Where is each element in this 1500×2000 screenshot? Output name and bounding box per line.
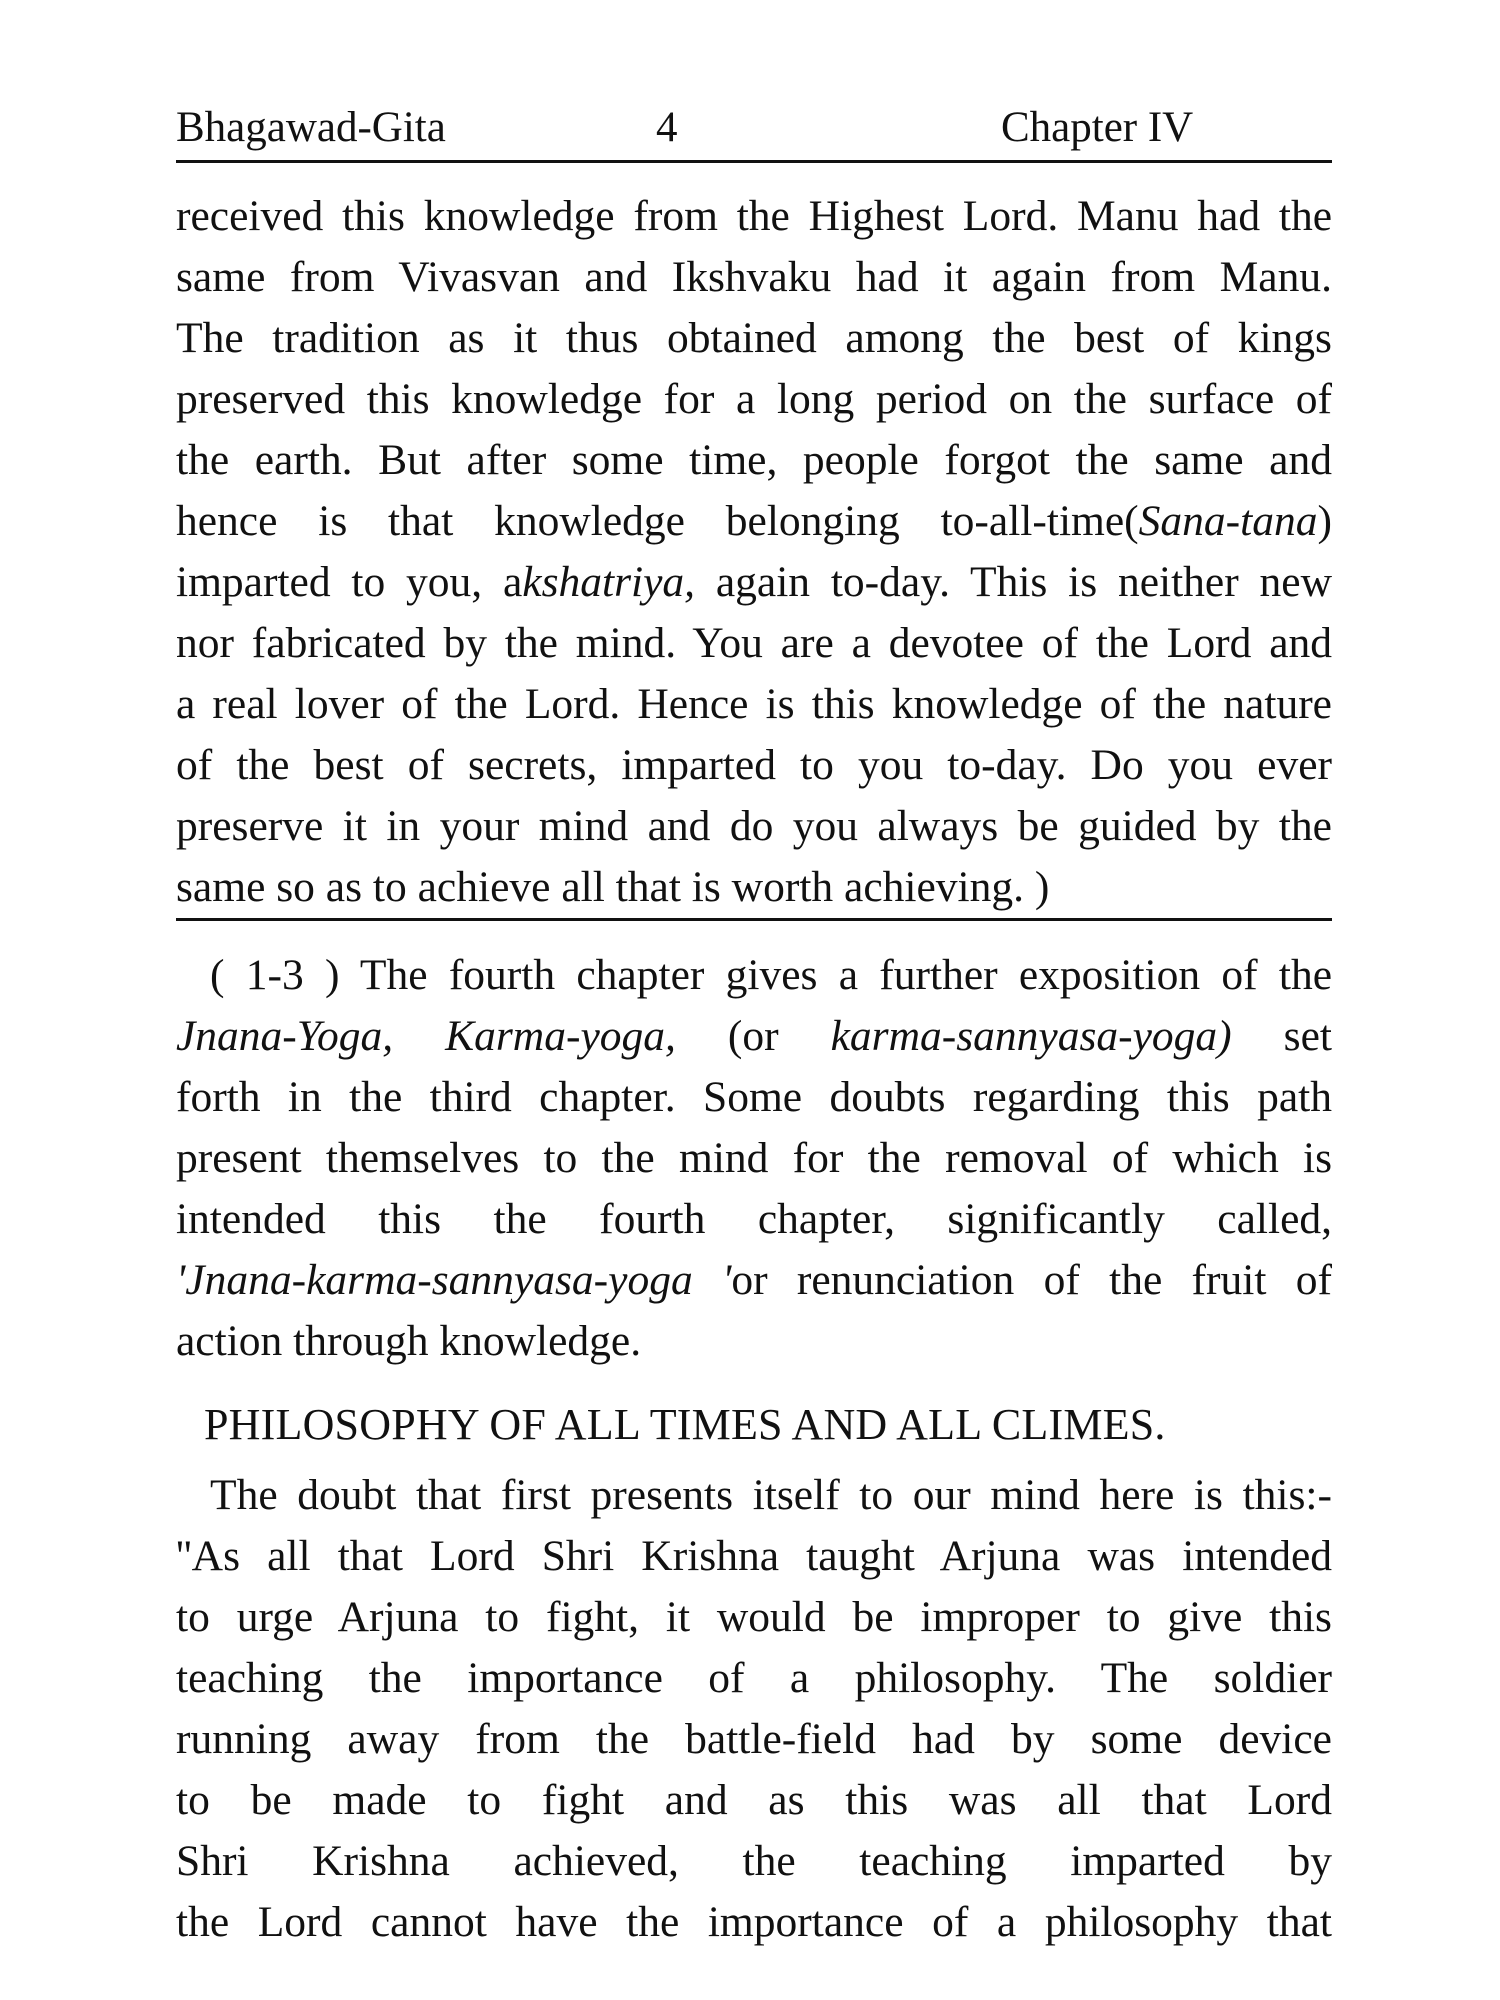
running-header [176, 98, 1326, 158]
text-line: present themselves to the mind for the removal of which is [176, 1134, 1332, 1182]
page-number: 4 [656, 104, 678, 151]
text-line: forth in the third chapter. Some doubts regarding this path [176, 1073, 1332, 1121]
chapter-label: Chapter IV [1001, 104, 1194, 151]
italic-term: kshatriya, [522, 558, 696, 606]
header-rule [176, 160, 1332, 163]
text-span: (or [675, 1012, 831, 1060]
book-page [170, 0, 1330, 2000]
text-line: the Lord cannot have the importance of a philosophy that [176, 1898, 1332, 1946]
text-line: to urge Arjuna to fight, it would be improper to give this [176, 1593, 1332, 1641]
text-line: same so as to achieve all that is worth achieving. ) [176, 863, 1050, 911]
text-line [176, 1006, 1332, 1067]
text-line [176, 552, 1332, 613]
text-line: action through knowledge. [176, 1317, 642, 1365]
text-line: to be made to fight and as this was all that Lord [176, 1776, 1332, 1824]
text-line: nor fabricated by the mind. You are a devotee of the Lord and [176, 619, 1332, 667]
text-line: the earth. But after some time, people forgot the same and [176, 436, 1332, 484]
text-line [176, 1250, 1332, 1311]
italic-term: 'Jnana-karma-sannyasa-yoga ' [176, 1256, 732, 1304]
text-line: intended this the fourth chapter, significantly called, [176, 1195, 1332, 1243]
text-line: The tradition as it thus obtained among the best of kings [176, 314, 1332, 362]
chapter-intro-paragraph [176, 945, 1332, 1372]
body-paragraph [176, 1465, 1332, 1953]
text-line: preserved this knowledge for a long period on the surface of [176, 375, 1332, 423]
text-line: received this knowledge from the Highest Lord. Manu had the [176, 192, 1332, 240]
continued-paragraph [176, 186, 1332, 918]
section-heading: PHILOSOPHY OF ALL TIMES AND ALL CLIMES. [204, 1400, 1166, 1449]
book-title: Bhagawad-Gita [176, 104, 446, 151]
text-span: ) [1317, 497, 1332, 545]
text-line: of the best of secrets, imparted to you to-day. Do you ever [176, 741, 1332, 789]
text-line: ''As all that Lord Shri Krishna taught Arjuna was intended [176, 1532, 1332, 1580]
text-line: preserve it in your mind and do you always be guided by the [176, 802, 1332, 850]
text-line: ( 1-3 ) The fourth chapter gives a further exposition of the [210, 951, 1332, 999]
text-line: Shri Krishna achieved, the teaching imparted by [176, 1837, 1332, 1885]
italic-term: Sana-tana [1138, 497, 1318, 545]
text-line [176, 491, 1332, 552]
text-span: set [1231, 1012, 1332, 1060]
section-rule [176, 918, 1332, 921]
italic-term: karma-sannyasa-yoga) [830, 1012, 1232, 1060]
text-span: again to-day. This is neither new [695, 558, 1332, 606]
text-span: or renunciation of the fruit of [731, 1256, 1332, 1304]
text-line: same from Vivasvan and Ikshvaku had it again from Manu. [176, 253, 1332, 301]
text-line: teaching the importance of a philosophy. The soldier [176, 1654, 1332, 1702]
text-span: hence is that knowledge belonging to-all-time( [176, 497, 1139, 545]
text-line: running away from the battle-field had by some device [176, 1715, 1332, 1763]
italic-term: Jnana-Yoga, Karma-yoga, [176, 1012, 676, 1060]
text-line: a real lover of the Lord. Hence is this knowledge of the nature [176, 680, 1332, 728]
text-span: imparted to you, a [176, 558, 523, 606]
text-line: The doubt that first presents itself to our mind here is this:- [210, 1471, 1332, 1519]
